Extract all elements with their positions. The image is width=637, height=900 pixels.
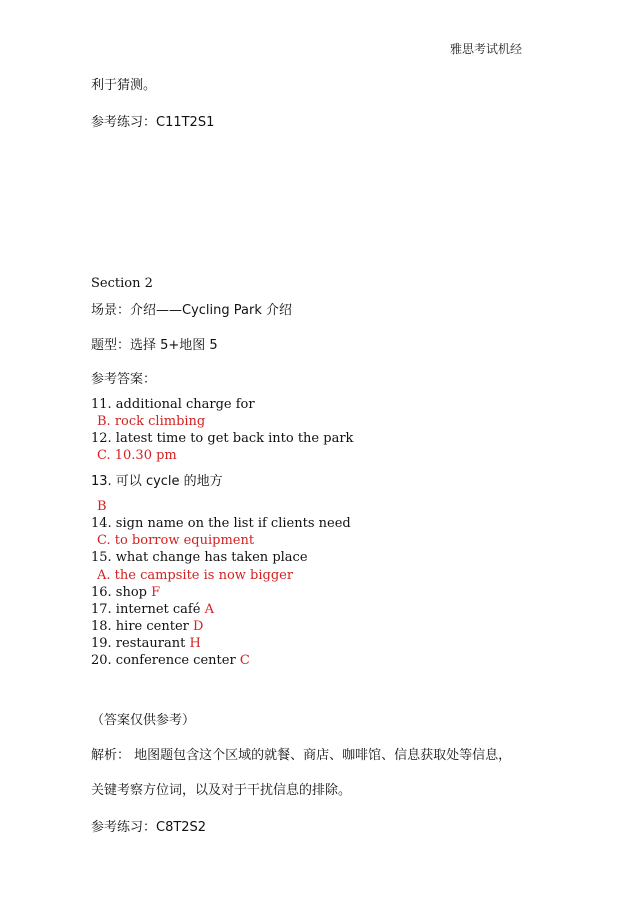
question-17: 17. internet café [91,602,201,617]
intro-tail-text: 利于猜测。 [91,78,157,93]
answer-12: C. 10.30 pm [97,448,177,463]
question-13: 13. 可以 cycle 的地方 [91,474,223,489]
question-19: 19. restaurant [91,636,186,651]
question-12: 12. latest time to get back into the park [91,431,354,446]
reference-practice-2: 参考练习：C8T2S2 [91,820,207,835]
question-19-row [91,636,201,652]
reference-practice-1: 参考练习：C11T2S1 [91,115,215,130]
section-title: Section 2 [91,276,153,291]
answer-15: A. the campsite is now bigger [97,568,294,583]
answers-label: 参考答案： [91,372,157,387]
answer-20: C [239,653,250,668]
question-16: 16. shop [91,585,147,600]
answer-11: B. rock climbing [97,414,206,429]
scene-line: 场景：介绍——Cycling Park 介绍 [91,303,292,318]
question-14: 14. sign name on the list if clients need [91,516,351,531]
question-20-row [91,653,250,669]
answer-13: B [97,499,107,514]
page-header: 雅思考试机经 [449,42,522,56]
answer-14: C. to borrow equipment [97,533,255,548]
answer-17: A [204,602,214,617]
question-15: 15. what change has taken place [91,550,308,565]
question-20: 20. conference center [91,653,236,668]
analysis-line-2: 关键考察方位词，以及对于干扰信息的排除。 [91,783,352,798]
analysis-line-1: 解析： 地图题包含这个区域的就餐、商店、咖啡馆、信息获取处等信息， [91,748,512,763]
answer-19: H [189,636,201,651]
disclaimer: （答案仅供参考） [91,713,196,728]
question-11: 11. additional charge for [91,397,255,412]
question-18: 18. hire center [91,619,189,634]
question-18-row [91,619,203,635]
answer-16: F [151,585,161,600]
answer-18: D [193,619,204,634]
question-16-row [91,585,160,601]
question-17-row [91,602,214,618]
question-type-line: 题型：选择 5+地图 5 [91,338,218,353]
